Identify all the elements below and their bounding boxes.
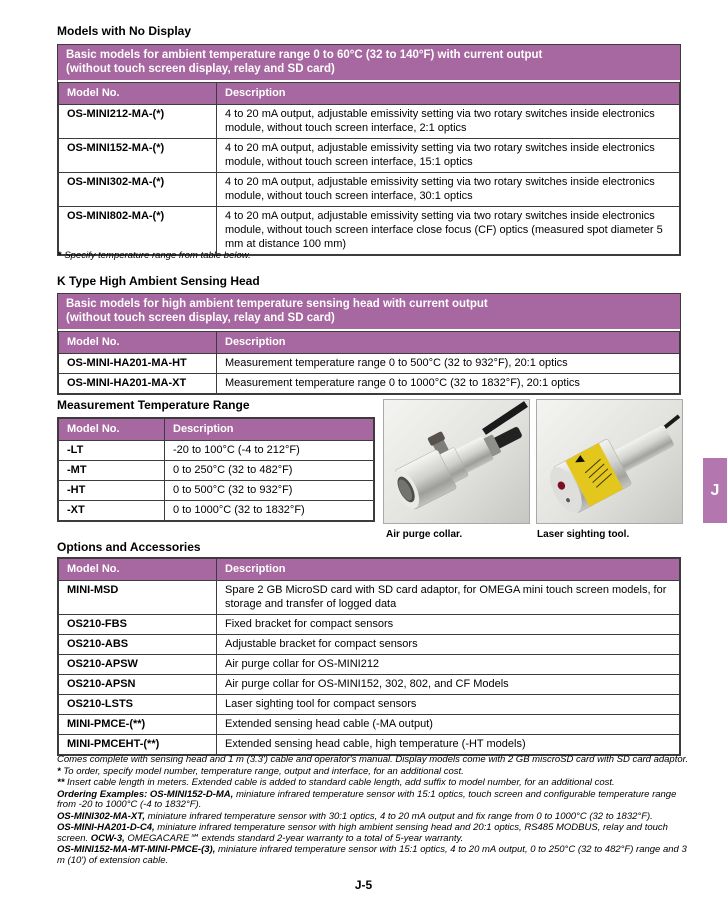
table-row <box>59 139 680 173</box>
column-header-model: Model No. <box>59 419 165 441</box>
column-header-model: Model No. <box>59 83 217 105</box>
description-cell: Extended sensing head cable (-MA output) <box>217 715 680 735</box>
air-purge-collar-caption: Air purge collar. <box>386 529 463 540</box>
column-header-description: Description <box>217 83 680 105</box>
description-cell: 4 to 20 mA output, adjustable emissivity setting via two rotary switches inside electronics module, without touch screen interface, 30:1 optics <box>217 173 680 207</box>
model-cell: OS-MINI212-MA-(*) <box>59 105 217 139</box>
table-row <box>59 105 680 139</box>
table-header-row <box>59 83 680 105</box>
model-cell: OS-MINI-HA201-MA-HT <box>59 354 217 374</box>
model-cell: OS-MINI302-MA-(*) <box>59 173 217 207</box>
description-cell: 4 to 20 mA output, adjustable emissivity setting via two rotary switches inside electronics module, without touch screen interface close focus (CF) optics (measured spot diameter 5 mm at distance 100 mm) <box>217 207 680 255</box>
section-heading-options: Options and Accessories <box>57 540 201 554</box>
table-row <box>59 374 680 394</box>
description-cell: Spare 2 GB MicroSD card with SD card adaptor, for OMEGA mini touch screen models, for storage and transfer of logged data <box>217 581 680 615</box>
table-row <box>59 354 680 374</box>
table-row <box>59 735 680 755</box>
column-header-description: Description <box>217 559 680 581</box>
description-cell: 0 to 500°C (32 to 932°F) <box>165 481 374 501</box>
laser-sighting-tool-illustration <box>537 400 682 523</box>
column-header-description: Description <box>165 419 374 441</box>
table-row <box>59 461 374 481</box>
table-row <box>59 581 680 615</box>
table-no-display <box>57 44 681 256</box>
footnotes-block <box>57 755 693 867</box>
table-row <box>59 441 374 461</box>
model-cell: OS210-APSN <box>59 675 217 695</box>
table-footnote <box>58 250 251 261</box>
description-cell: Extended sensing head cable, high temperature (-HT models) <box>217 735 680 755</box>
model-cell: OS-MINI802-MA-(*) <box>59 207 217 255</box>
footnote: Comes complete with sensing head and 1 m (3.3') cable and operator's manual. Display models come with 2 GB miscroSD card with SD card adaptor. <box>57 754 689 765</box>
table-row <box>59 695 680 715</box>
section-tab-j: J <box>703 458 727 523</box>
table-row <box>59 675 680 695</box>
table-row <box>59 635 680 655</box>
table-header-row <box>59 559 680 581</box>
description-cell: 0 to 1000°C (32 to 1832°F) <box>165 501 374 521</box>
description-cell: Air purge collar for OS-MINI212 <box>217 655 680 675</box>
footnote: Ordering Examples: OS-MINI152-D-MA, miniature infrared temperature sensor with 15:1 optics, touch screen and configurable temperature range from -20 to 1000°C (-4 to 1832°F). <box>57 788 677 810</box>
section-heading-temp-range: Measurement Temperature Range <box>57 398 250 412</box>
section-heading-no-display: Models with No Display <box>57 24 192 38</box>
model-cell: MINI-MSD <box>59 581 217 615</box>
table-k-type <box>57 293 681 395</box>
model-cell: OS210-LSTS <box>59 695 217 715</box>
description-cell: Adjustable bracket for compact sensors <box>217 635 680 655</box>
footnote-text: Specify temperature range from table below. <box>61 250 251 261</box>
page-number: J-5 <box>354 878 373 892</box>
description-cell: -20 to 100°C (-4 to 212°F) <box>165 441 374 461</box>
table-title-line2: (without touch screen display, relay and SD card) <box>66 312 335 324</box>
model-cell: -XT <box>59 501 165 521</box>
section-heading-k-type: K Type High Ambient Sensing Head <box>57 274 260 288</box>
table-row <box>59 173 680 207</box>
description-cell: Measurement temperature range 0 to 1000°C (32 to 1832°F), 20:1 optics <box>217 374 680 394</box>
table-row <box>59 715 680 735</box>
footnote: OS-MINI152-MA-MT-MINI-PMCE-(3), miniature infrared temperature sensor with 15:1 optics, 4 to 20 mA output, 0 to 250°C (32 to 482°F) range and 3 m (10') of extension cable. <box>57 844 687 866</box>
air-purge-collar-photo <box>383 399 530 524</box>
table-title-line2: (without touch screen display, relay and SD card) <box>66 63 335 75</box>
model-cell: OS-MINI-HA201-MA-XT <box>59 374 217 394</box>
table-title-line1: Basic models for high ambient temperature sensing head with current output <box>66 298 488 310</box>
description-cell: 4 to 20 mA output, adjustable emissivity setting via two rotary switches inside electronics module, without touch screen interface, 2:1 optics <box>217 105 680 139</box>
table-title-band <box>58 294 680 331</box>
table-title-band <box>58 45 680 82</box>
footnote: * To order, specify model number, temperature range, output and interface, for an additional cost. <box>57 765 464 777</box>
model-cell: MINI-PMCEHT-(**) <box>59 735 217 755</box>
table-row <box>59 481 374 501</box>
model-cell: -HT <box>59 481 165 501</box>
model-cell: OS210-FBS <box>59 615 217 635</box>
model-cell: -LT <box>59 441 165 461</box>
table-row <box>59 207 680 255</box>
table-temp-range <box>57 417 375 522</box>
footnote: ** Insert cable length in meters. Extended cable is added to standard cable length, add suffix to model number, for an additional cost. <box>57 777 615 788</box>
description-cell: Measurement temperature range 0 to 500°C (32 to 932°F), 20:1 optics <box>217 354 680 374</box>
description-cell: Laser sighting tool for compact sensors <box>217 695 680 715</box>
description-cell: Air purge collar for OS-MINI152, 302, 802, and CF Models <box>217 675 680 695</box>
table-row <box>59 615 680 635</box>
description-cell: 0 to 250°C (32 to 482°F) <box>165 461 374 481</box>
description-cell: 4 to 20 mA output, adjustable emissivity setting via two rotary switches inside electronics module, without touch screen interface, 15:1 optics <box>217 139 680 173</box>
footnote: OS-MINI-HA201-D-C4, miniature infrared temperature sensor with high ambient sensing head and 20:1 optics, RS485 MODBUS, relay and touch screen. OCW-3, OMEGACARE℠ extends standard 2-year warranty to a total of 5-year warranty. <box>57 822 668 844</box>
laser-sighting-tool-photo <box>536 399 683 524</box>
model-cell: OS210-ABS <box>59 635 217 655</box>
footnote-asterisk: * <box>58 250 62 261</box>
model-cell: -MT <box>59 461 165 481</box>
column-header-description: Description <box>217 332 680 354</box>
table-header-row <box>59 419 374 441</box>
table-row <box>59 501 374 521</box>
column-header-model: Model No. <box>59 559 217 581</box>
column-header-model: Model No. <box>59 332 217 354</box>
table-title-line1: Basic models for ambient temperature range 0 to 60°C (32 to 140°F) with current output <box>66 49 543 61</box>
footnote: OS-MINI302-MA-XT, miniature infrared temperature sensor with 30:1 optics, 4 to 20 mA output and fix range from 0 to 1000°C (32 to 1832°F). <box>57 810 653 822</box>
air-purge-collar-illustration <box>384 400 529 523</box>
laser-sighting-tool-caption: Laser sighting tool. <box>537 529 630 540</box>
description-cell: Fixed bracket for compact sensors <box>217 615 680 635</box>
table-header-row <box>59 332 680 354</box>
model-cell: OS210-APSW <box>59 655 217 675</box>
table-row <box>59 655 680 675</box>
model-cell: OS-MINI152-MA-(*) <box>59 139 217 173</box>
table-options <box>57 557 681 756</box>
model-cell: MINI-PMCE-(**) <box>59 715 217 735</box>
